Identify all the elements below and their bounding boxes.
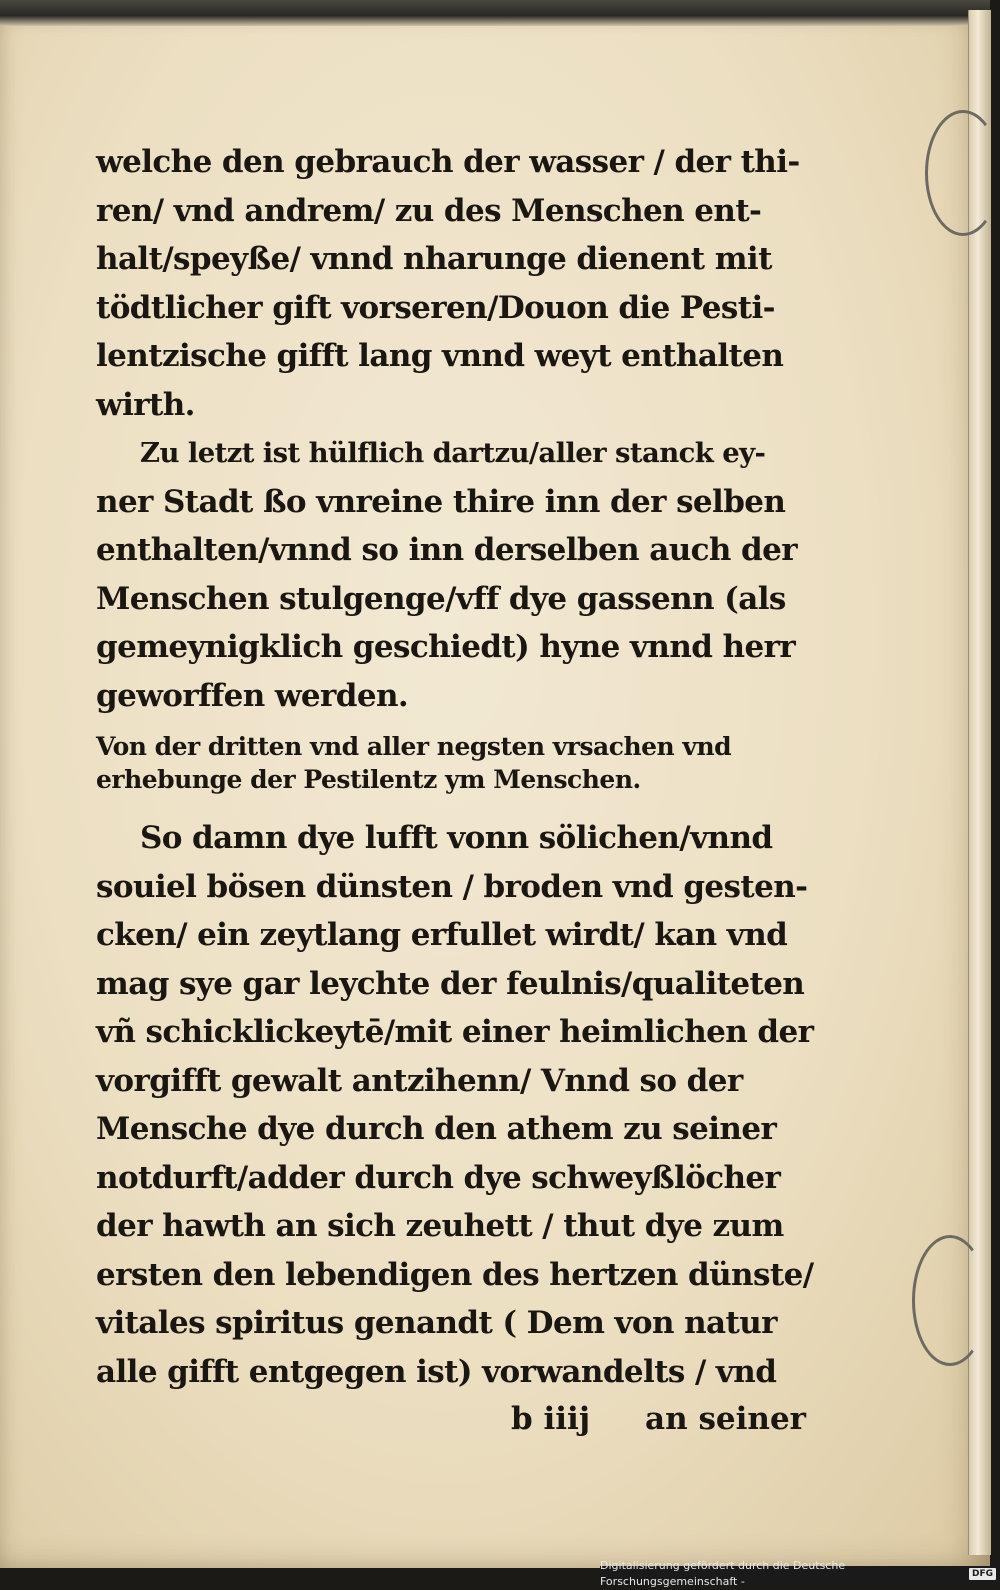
text-line: Mensche dye durch den athem zu seiner [96, 1111, 777, 1147]
text-line: alle gifft entgegen ist) vorwandelts / vnd [96, 1353, 777, 1390]
heading-line: erhebunge der Pestilentz ym Menschen. [96, 765, 641, 794]
text-line: vorgifft gewalt antzihenn/ Vnnd so der [96, 1062, 743, 1099]
text-line: tödtlicher gift vorseren/Douon die Pesti- [96, 289, 775, 326]
paragraph-3 [96, 814, 816, 1396]
signature-mark: b iiij [511, 1401, 591, 1437]
text-line: Zu letzt ist hülflich dartzu/aller stanck ey- [140, 437, 766, 469]
text-line: geworffen werden. [96, 677, 409, 714]
page-text [96, 138, 816, 1442]
text-line: So damn dye lufft vonn sölichen/vnnd [140, 820, 773, 856]
text-line: gemeynigklich geschiedt) hyne vnnd herr [96, 629, 796, 665]
credit-text: Digitalisierung gefördert durch die Deutsche Forschungsgemeinschaft - [600, 1559, 846, 1588]
text-line: ner Stadt ßo vnreine thire inn der selben [96, 483, 786, 520]
text-line: halt/speyße/ vnnd nharunge dienent mit [96, 241, 772, 277]
text-line: cken/ ein zeytlang erfullet wirdt/ kan vnd [96, 917, 788, 953]
text-line: Menschen stulgenge/vff dye gassenn (als [96, 580, 786, 617]
clip-top-icon [925, 110, 1000, 236]
text-line: ersten den lebendigen des hertzen dünste/ [96, 1256, 814, 1293]
text-line: vitales spiritus genandt ( Dem von natur [96, 1305, 777, 1341]
text-line: der hawth an sich zeuhett / thut dye zum [96, 1208, 784, 1244]
text-line: souiel bösen dünsten / broden vnd gesten- [96, 868, 808, 905]
text-line: welche den gebrauch der wasser / der thi- [96, 144, 800, 180]
text-line: vñ schicklickeytē/mit einer heimlichen der [96, 1014, 814, 1050]
section-heading [96, 730, 816, 796]
page-foot [96, 1396, 816, 1442]
heading-line: Von der dritten vnd aller negsten vrsachen vnd [96, 732, 732, 761]
text-line: notdurft/adder durch dye schweyßlöcher [96, 1159, 781, 1196]
text-line: lentzische gifft lang vnnd weyt enthalten [96, 338, 784, 374]
text-line: wirth. [96, 386, 195, 423]
text-line: ren/ vnd andrem/ zu des Menschen ent- [96, 192, 762, 229]
paragraph-1 [96, 138, 816, 429]
digitization-credit [600, 1559, 1000, 1588]
book-top-edge [0, 0, 990, 26]
dfg-logo-icon: DFG [969, 1568, 996, 1580]
catchword: an seiner [645, 1401, 806, 1437]
text-line: enthalten/vnnd so inn derselben auch der [96, 532, 797, 568]
text-line: mag sye gar leychte der feulnis/qualiteten [96, 965, 805, 1002]
clip-bottom-icon [912, 1235, 988, 1366]
paragraph-2 [96, 429, 816, 720]
